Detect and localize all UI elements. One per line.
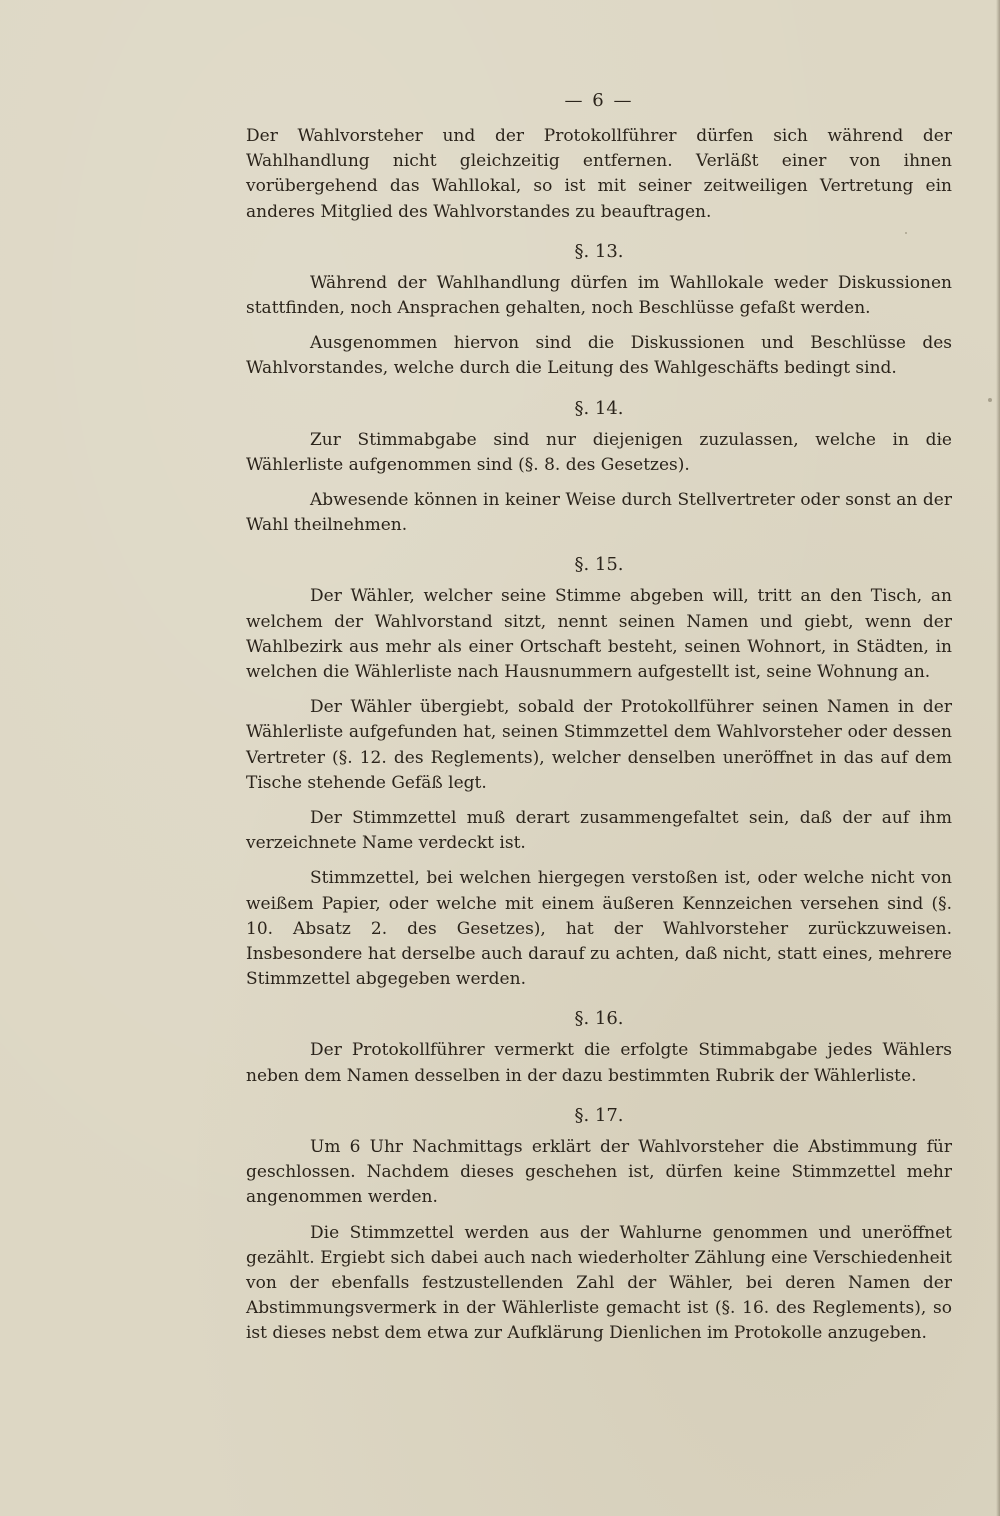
- section-15-paragraph-4: Stimmzettel, bei welchen hiergegen verstoßen ist, oder welche nicht von weißem Papier, oder welche mit einem äußeren Kennzeichen versehen sind (§. 10. Absatz 2. des Gesetzes), hat der Wahlvorsteher zurückzuweisen. Insbesondere hat derselbe auch darauf zu achten, daß nicht, statt eines, mehrere Stimmzettel abgegeben werden.: [246, 868, 952, 990]
- section-15-paragraph-1: Der Wähler, welcher seine Stimme abgeben will, tritt an den Tisch, an welchem der Wahlvorstand sitzt, nennt seinen Namen und giebt, wenn der Wahlbezirk aus mehr als einer Ortschaft besteht, seinen Wohnort, in Städten, in welchen die Wählerliste nach Hausnummern aufgestellt ist, seine Wohnung an.: [246, 586, 952, 683]
- paper-speck: [988, 398, 992, 402]
- section-15-paragraph-3: Der Stimmzettel muß derart zusammengefaltet sein, daß der auf ihm verzeichnete Name verdeckt ist.: [246, 808, 952, 854]
- page-content: [246, 88, 952, 1347]
- section-15-paragraph-2: Der Wähler übergiebt, sobald der Protokollführer seinen Namen in der Wählerliste aufgefunden hat, seinen Stimmzettel dem Wahlvorsteher oder dessen Vertreter (§. 12. des Reglements), welcher denselben uneröffnet in das auf dem Tische stehende Gefäß legt.: [246, 697, 952, 793]
- section-heading-14: §. 14.: [574, 397, 624, 419]
- page-edge-shadow: [996, 0, 1000, 1516]
- section-heading-13: §. 13.: [574, 240, 624, 262]
- section-heading-15: §. 15.: [574, 554, 624, 576]
- section-heading-17: §. 17.: [574, 1104, 624, 1126]
- section-17-paragraph-1: Um 6 Uhr Nachmittags erklärt der Wahlvorsteher die Abstimmung für geschlossen. Nachdem dieses geschehen ist, dürfen keine Stimmzettel mehr angenommen werden.: [246, 1136, 952, 1208]
- section-14-paragraph-1: Zur Stimmabgabe sind nur diejenigen zuzulassen, welche in die Wählerliste aufgenommen sind (§. 8. des Gesetzes).: [246, 429, 952, 475]
- section-14-paragraph-2: Abwesende können in keiner Weise durch Stellvertreter oder sonst an der Wahl theilnehmen.: [246, 490, 952, 536]
- page-number: — 6 —: [564, 90, 634, 111]
- section-17-paragraph-2: Die Stimmzettel werden aus der Wahlurne genommen und uneröffnet gezählt. Ergiebt sich dabei auch nach wiederholter Zählung eine Verschiedenheit von der ebenfalls festzustellenden Zahl der Wähler, bei deren Namen der Abstimmungsvermerk in der Wählerliste gemacht ist (§. 16. des Reglements), so ist dieses nebst dem etwa zur Aufklärung Dienlichen im Protokolle anzugeben.: [246, 1222, 952, 1344]
- section-16-paragraph-1: Der Protokollführer vermerkt die erfolgte Stimmabgabe jedes Wählers neben dem Namen desselben in der dazu bestimmten Rubrik der Wählerliste.: [246, 1040, 952, 1086]
- section-13-paragraph-2: Ausgenommen hiervon sind die Diskussionen und Beschlüsse des Wahlvorstandes, welche durch die Leitung des Wahlgeschäfts bedingt sind.: [246, 333, 952, 379]
- section-heading-16: §. 16.: [574, 1008, 624, 1030]
- intro-paragraph: Der Wahlvorsteher und der Protokollführer dürfen sich während der Wahlhandlung nicht gleichzeitig entfernen. Verläßt einer von ihnen vorübergehend das Wahllokal, so ist mit seiner zeitweiligen Vertretung ein anderes Mitglied des Wahlvorstandes zu beauftragen.: [246, 126, 952, 222]
- section-13-paragraph-1: Während der Wahlhandlung dürfen im Wahllokale weder Diskussionen stattfinden, noch Ansprachen gehalten, noch Beschlüsse gefaßt werden.: [246, 272, 952, 319]
